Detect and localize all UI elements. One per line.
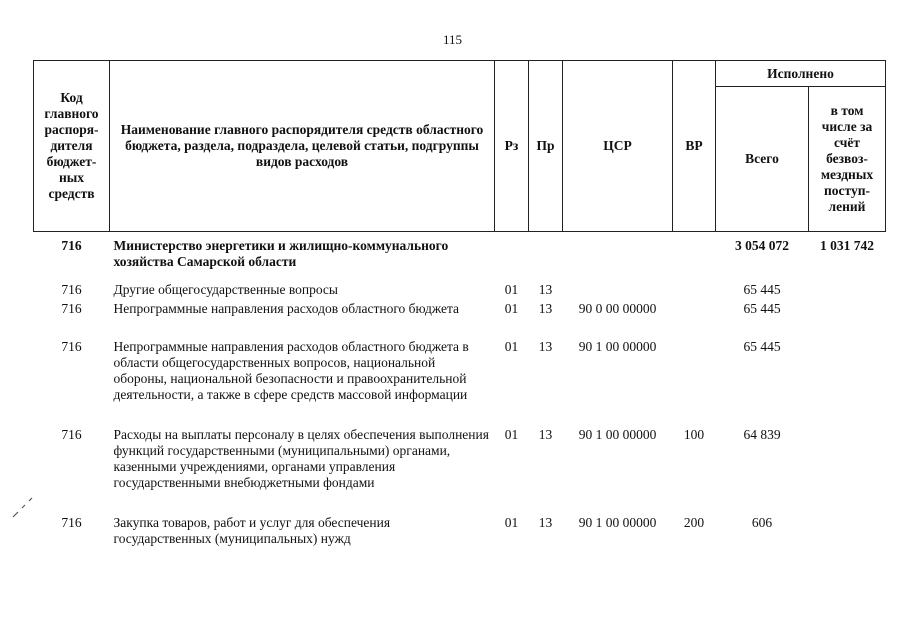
budget-table [33, 60, 886, 549]
row-vr [673, 272, 716, 300]
row-code: 716 [61, 238, 82, 253]
row-code: 716 [61, 515, 82, 530]
row-total: 65 445 [743, 339, 781, 354]
row-free: 1 031 742 [820, 238, 874, 253]
row-name: Другие общегосударственные вопросы [113, 282, 338, 297]
row-pr: 13 [538, 427, 553, 442]
row-csr: 90 1 00 00000 [578, 339, 657, 354]
row-rz: 01 [504, 515, 519, 530]
row-rz: 01 [504, 339, 519, 354]
row-name: Министерство энергетики и жилищно-коммунального хозяйства Самарской области [113, 238, 449, 269]
table-body [34, 232, 886, 550]
row-pr: 13 [538, 282, 553, 297]
header-name: Наименование главного распорядителя средств областного бюджета, раздела, подраздела, целевой статьи, подгруппы видов расходов [110, 61, 495, 232]
header-total: Всего [716, 87, 809, 232]
row-vr: 100 [683, 427, 705, 442]
row-name: Закупка товаров, работ и услуг для обеспечения государственных (муниципальных) нужд [113, 515, 391, 546]
row-total: 3 054 072 [735, 238, 789, 253]
table-row [34, 232, 886, 273]
row-csr [563, 272, 673, 300]
row-code: 716 [61, 282, 82, 297]
row-csr: 90 1 00 00000 [578, 515, 657, 530]
header-executed: Исполнено [716, 61, 886, 87]
row-rz: 01 [504, 301, 519, 316]
row-rz [495, 232, 529, 273]
row-pr: 13 [538, 515, 553, 530]
scan-artifact-mark [10, 494, 36, 520]
row-total: 65 445 [743, 301, 781, 316]
header-including-free: в том числе за счёт безвоз-мездных поступ-лений [809, 87, 886, 232]
row-name: Непрограммные направления расходов областного бюджета в области общегосударственных вопросов, национальной обороны, национальной безопасности и правоохранительной деятельности, а также в сфере средств массовой информации [113, 339, 469, 402]
header-vr: ВР [673, 61, 716, 232]
header-code: Код главного распоря-дителя бюджет-ных средств [34, 61, 110, 232]
row-vr: 200 [683, 515, 705, 530]
row-code: 716 [61, 427, 82, 442]
table-row [34, 300, 886, 319]
table-row [34, 272, 886, 300]
header-rz: Рз [495, 61, 529, 232]
row-total: 64 839 [743, 427, 781, 442]
row-csr: 90 0 00 00000 [578, 301, 657, 316]
row-pr: 13 [538, 339, 553, 354]
header-csr: ЦСР [563, 61, 673, 232]
row-name: Расходы на выплаты персоналу в целях обеспечения выполнения функций государственными (муниципальными) органами, казенными учреждениями, органами управления государственными внебюджетными фондами [113, 427, 489, 490]
row-rz: 01 [504, 282, 519, 297]
row-free [809, 493, 886, 549]
row-code: 716 [61, 301, 82, 316]
row-free [809, 405, 886, 493]
row-vr [673, 232, 716, 273]
row-vr [673, 300, 716, 319]
table-row [34, 405, 886, 493]
row-free [809, 300, 886, 319]
row-csr: 90 1 00 00000 [578, 427, 657, 442]
page-number: 115 [442, 32, 463, 47]
row-csr [563, 232, 673, 273]
row-code: 716 [61, 339, 82, 354]
row-free [809, 319, 886, 405]
row-name: Непрограммные направления расходов областного бюджета [113, 301, 460, 316]
row-pr: 13 [538, 301, 553, 316]
row-total: 65 445 [743, 282, 781, 297]
row-free [809, 272, 886, 300]
row-total: 606 [751, 515, 773, 530]
header-row-1 [34, 61, 886, 87]
row-rz: 01 [504, 427, 519, 442]
table-row [34, 319, 886, 405]
table-row [34, 493, 886, 549]
header-pr: Пр [529, 61, 563, 232]
row-pr [529, 232, 563, 273]
row-vr [673, 319, 716, 405]
